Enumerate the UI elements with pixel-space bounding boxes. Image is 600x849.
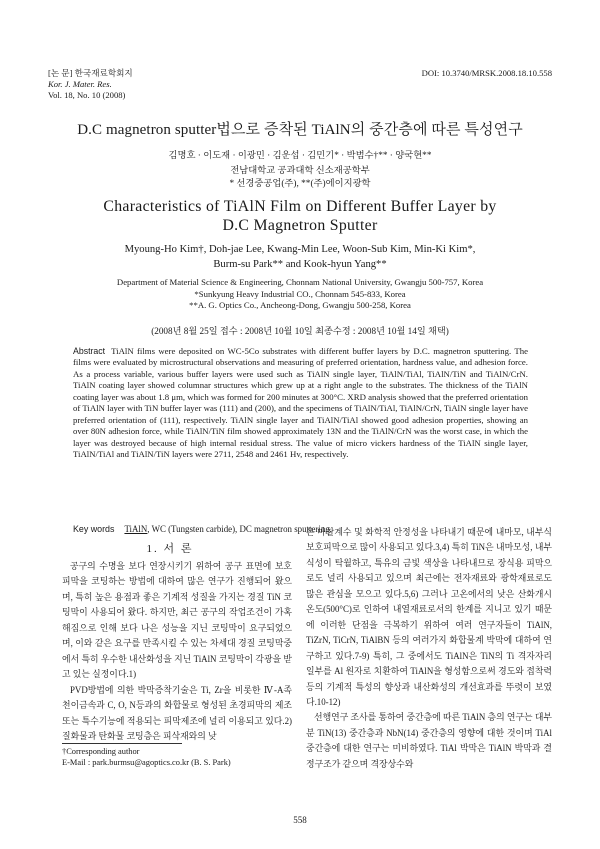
abstract-text: TiAlN films were deposited on WC-5Co substrates with different buffer layers by D.C. magnetron sputtering. The films were evaluated by microstructural observations and measuring of preferred orientation, hardness value, and adhesion force. As a process variable, various buffer layers were used such as TiAlN single layer, TiAlN/TiAl, TiAlN/TiN and TiAlN/CrN. TiAlN coating layer showed columnar structures which grew up at a right angle to the substrates. The thickness of the TiAlN coating layer was about 1.8 μm, which was formed for 200 minutes at 300°C. XRD analysis showed that the preferred orientation of TiAlN layer with TiN buffer layer was (111) and (200), and the specimens of TiAlN/TiAl, TiAlN/CrN, TiAlN single layer have preferred orientation of (111), respectively. TiAlN single layer and TiAlN/TiAl showed good adhesion properties, showing an over 80N adhesion force, while TiAlN/TiN film showed approximately 13N and the TiAlN/CrN was the worst case, in which the layer was destroyed because of high internal residual stress. The value of micro vickers hardness of the TiAlN single layer, TiAlN/TiAl and TiAlN/TiN layers were 2711, 2548 and 2461 Hv, respectively. — [73, 346, 528, 460]
english-title-line-1: Characteristics of TiAlN Film on Different Buffer Layer by — [103, 198, 497, 215]
page-number: 558 — [293, 815, 307, 825]
english-authors — [0, 242, 600, 272]
korean-title: D.C magnetron sputter법으로 증착된 TiAlN의 중간층에 따른 특성연구 — [77, 122, 523, 138]
footnote — [62, 746, 231, 768]
corresponding-author: †Corresponding author — [62, 747, 140, 756]
english-title-line-2: D.C Magnetron Sputter — [222, 217, 378, 234]
korean-affiliation-2: * 선경중공업(주), **(주)에이지광학 — [229, 179, 371, 189]
korean-affiliation-1: 전남대학교 공과대학 신소재공학부 — [230, 166, 370, 176]
affiliation-2: *Sunkyung Heavy Industrial CO., Chonnam 545-833, Korea — [194, 288, 406, 299]
right-paragraph-1: 은 마찰계수 및 화학적 안정성을 나타내기 때문에 내마모, 내부식 보호피막으로 많이 사용되고 있다.3,4) 특히 TiN은 내마모성, 내부식성이 탁월하고, 특유의 금빛 색상을 나타내므로 장식용 피막으로도 널리 사용되고 있으며 최근에는 전자재료와 광학재료로도 많은 관심을 모으고 있다.5,6) 그러나 고온에서의 낮은 산화개시온도(500°C)로 인하여 내열재료로서의 한계를 지니고 있기 때문에 이러한 단점을 극복하기 위하여 여러 연구자들이 TiAlN, TiZrN, TiCrN, TiAlBN 등의 여러가지 화합물계 박막에 대하여 연구하고 있다.7-9) 특히, 그 중에서도 TiAlN은 TiN의 Ti 격자자리 일부를 Al 원자로 치환하여 TiAlN을 형성함으로써 경도와 접착력 등의 기계적 특성의 향상과 내산화성의 개선효과를 뚜렷이 보였다.10-12) — [306, 527, 552, 707]
english-authors-line-1: Myoung-Ho Kim†, Doh-jae Lee, Kwang-Min Lee, Woon-Sub Kim, Min-Ki Kim*, — [124, 244, 476, 255]
right-paragraph-2: 선행연구 조사를 통하여 중간층에 따른 TiAlN 층의 연구는 대부분 TiN(13) 중간층과 NbN(14) 중간층의 영향에 대한 것이며 TiAl 중간층에 대한 연구는 미비하였다. TiAl 박막은 TiAlN 박막과 결정구조가 같으며 격장상수와 — [306, 712, 552, 769]
affiliation-1: Department of Material Science & Engineering, Chonnam National University, Gwangju 500-757, Korea — [116, 277, 484, 287]
doi-label[interactable]: DOI: 10.3740/MRSK.2008.18.10.558 — [421, 68, 552, 78]
footnote-divider — [62, 743, 182, 744]
journal-name-kr: [논 문] 한국재료학회지 — [48, 68, 133, 78]
keywords-label: Key words — [73, 524, 115, 534]
english-authors-line-2: Burm-su Park** and Kook-hyun Yang** — [213, 259, 387, 270]
left-paragraph-2: PVD방법에 의한 박막증착기술은 Ti, Zr을 비롯한 Ⅳ-A족 천이금속과 C, O, N등과의 화합물로 형성된 초경피막의 제조 또는 특수기능에 적용되는 피막제조에 널리 이용되고 있다.2) 질화물과 탄화물 코팅층은 피삭재와의 낮 — [62, 684, 292, 741]
journal-header — [48, 68, 133, 101]
abstract — [73, 346, 528, 461]
left-paragraph-1: 공구의 수명을 보다 연장시키기 위하여 공구 표면에 보호 피막을 코팅하는 방법에 대하여 많은 연구가 진행되어 왔으며, 특히 높은 용점과 좋은 기계적 성질을 가지는 경질 TiN 코팅막이 사용되어 왔다. 하지만, 최근 공구의 작업조건이 가혹해짐으로 인해 보다 나은 성능을 지닌 코팅막이 요구되었으며, 이와 같은 요구를 만족시킬 수 있는 차세대 경질 코팅막중에서 특히 우수한 내산화성을 지닌 TiAlN 코팅막이 각광을 받고 있는 실정이다.1) — [62, 561, 292, 680]
journal-name-en: Kor. J. Mater. Res. — [48, 79, 112, 89]
affiliation-3: **A. G. Optics Co., Ancheong-Dong, Gwangju 500-258, Korea — [189, 300, 411, 311]
keywords — [73, 524, 332, 534]
left-column — [62, 559, 292, 744]
section-1-title: 1. 서 론 — [146, 543, 194, 555]
received-dates: (2008년 8월 25일 접수 : 2008년 10월 10일 최종수정 : 2008년 10월 14일 채택) — [151, 326, 449, 336]
keywords-rest: , WC (Tungsten carbide), DC magnetron sputtering. — [147, 524, 332, 534]
corresponding-email[interactable]: E-Mail : park.burmsu@agoptics.co.kr (B. S. Park) — [62, 758, 231, 767]
journal-volume: Vol. 18, No. 10 (2008) — [48, 90, 126, 100]
english-affiliations — [0, 277, 600, 312]
korean-authors: 김명호 · 이도재 · 이광민 · 김운섭 · 김민기* · 박범수†** · 양국현** — [168, 151, 432, 161]
abstract-label: Abstract — [73, 346, 106, 356]
right-column — [306, 525, 552, 772]
keyword-tialn: TiAlN — [124, 524, 148, 534]
english-title — [0, 197, 600, 235]
